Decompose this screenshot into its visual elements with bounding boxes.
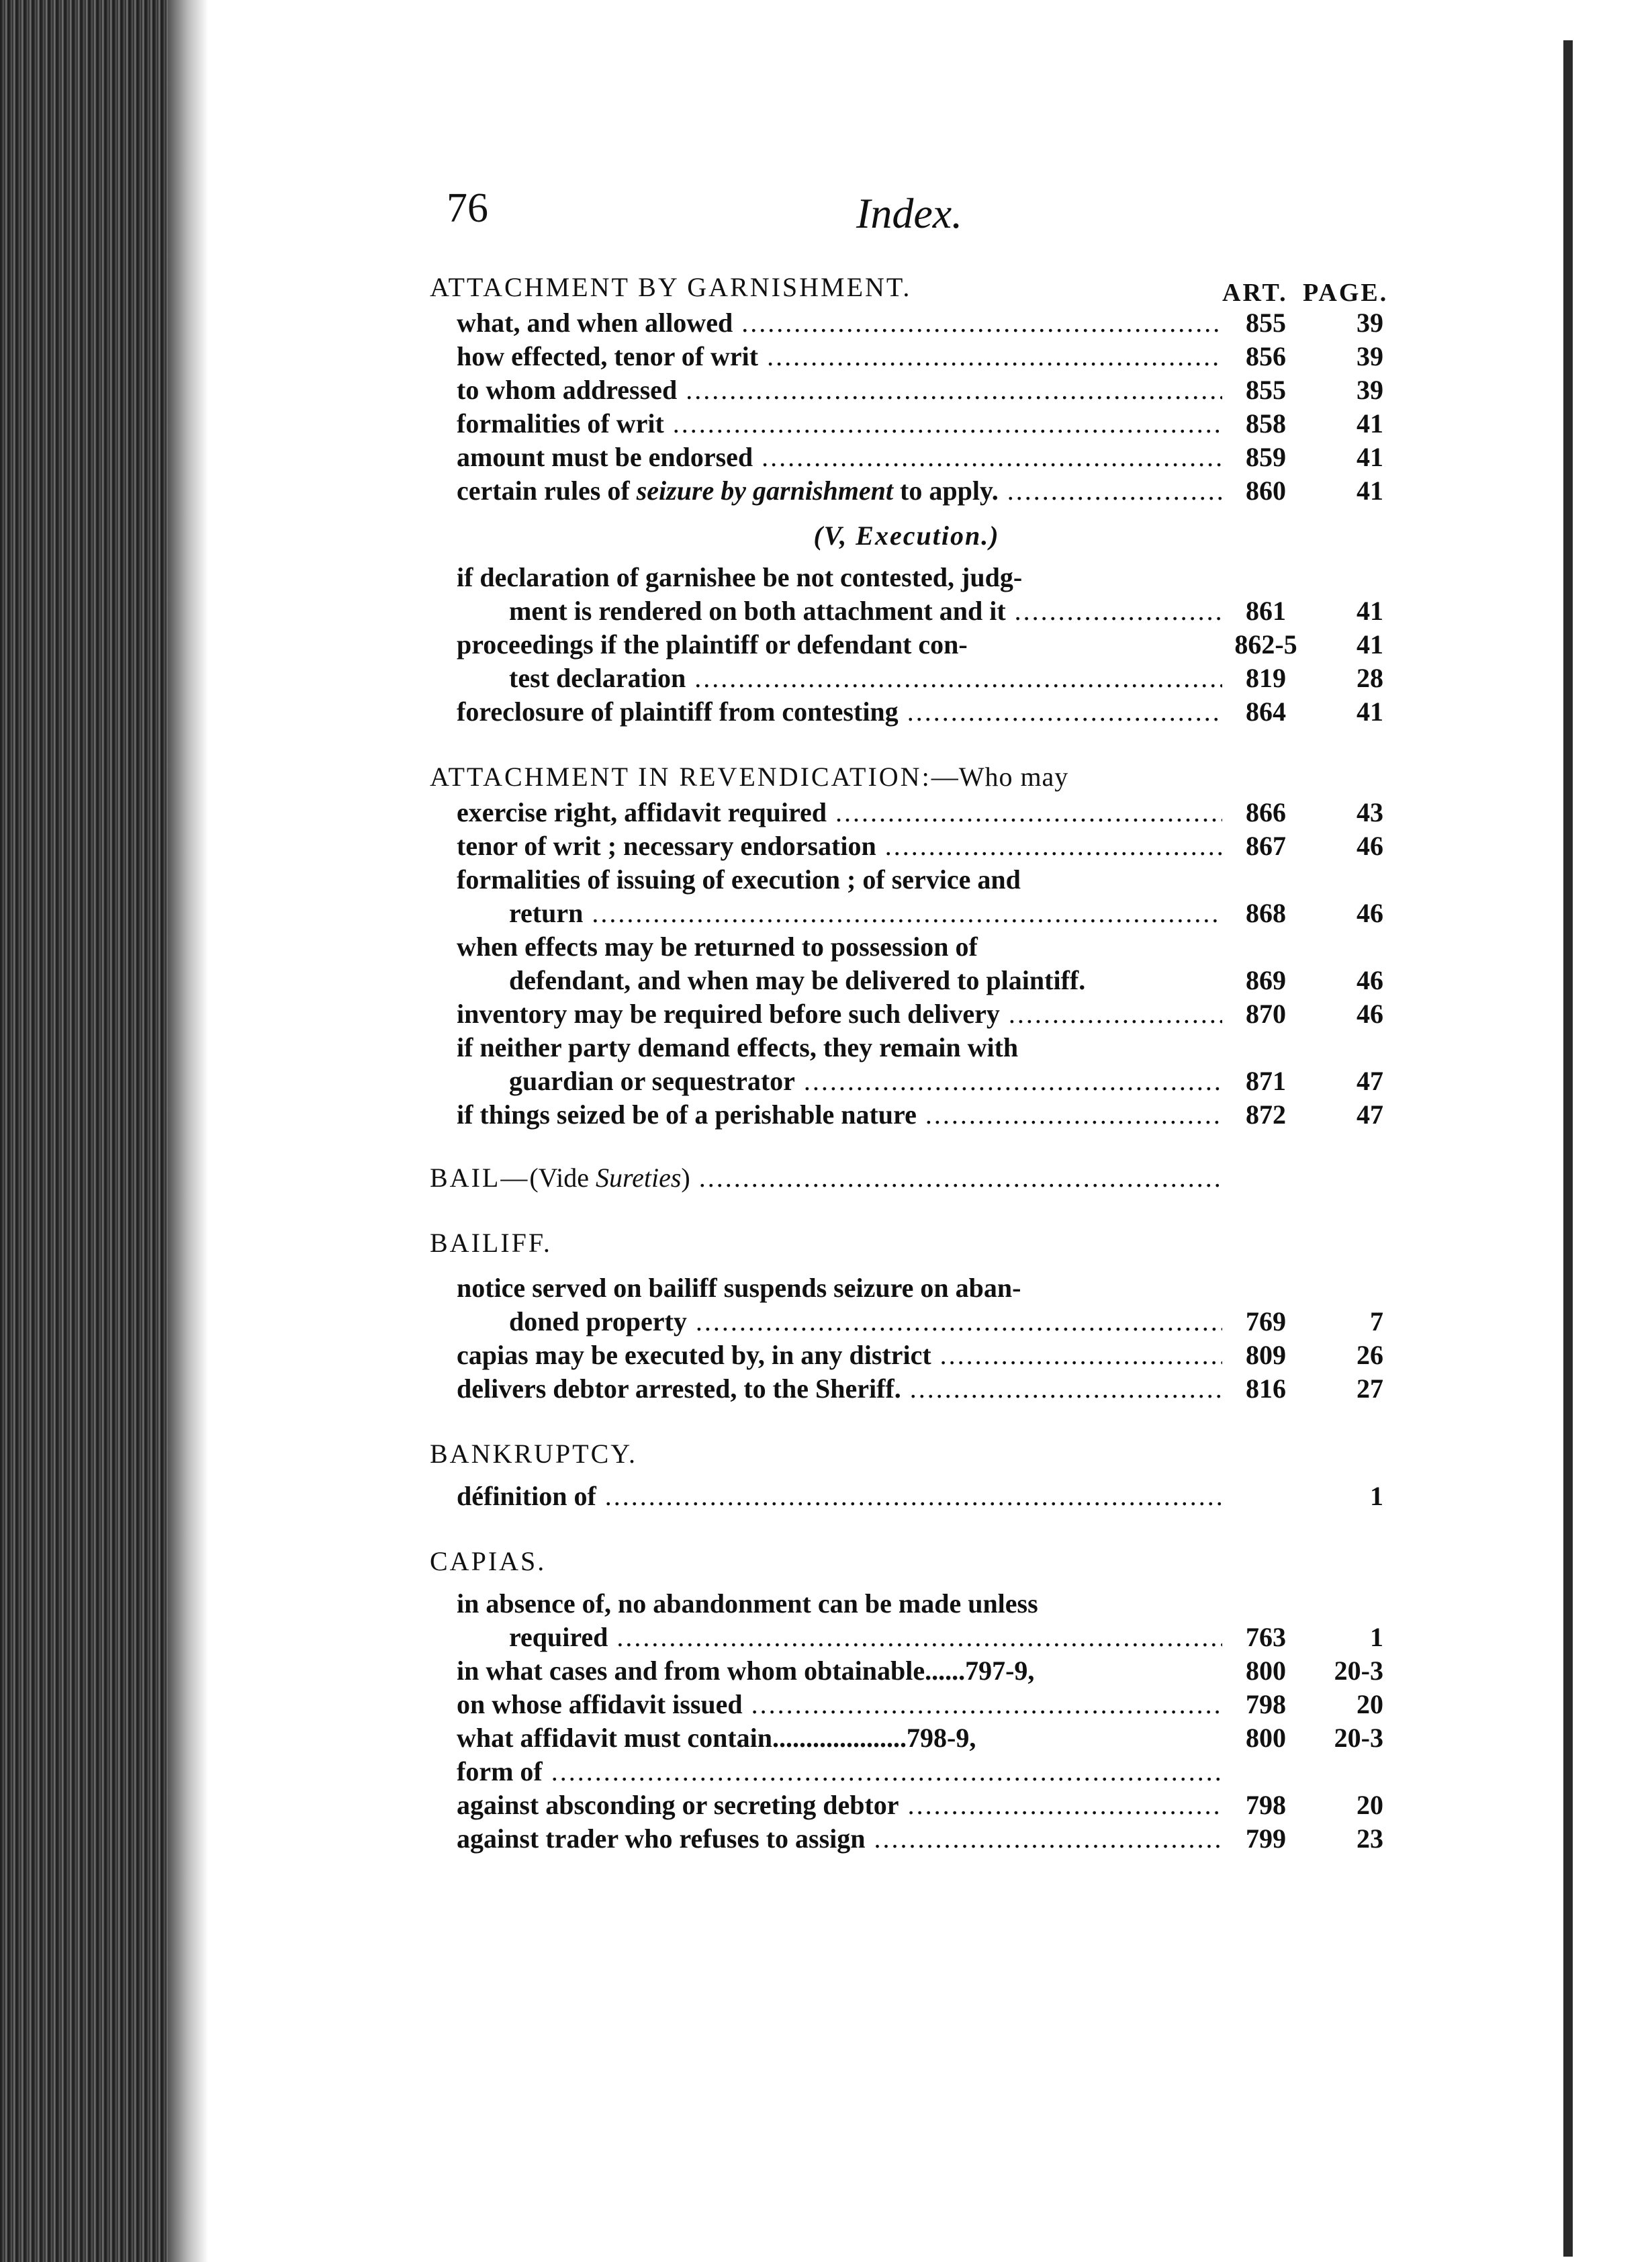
index-entry: how effected, tenor of writ ..... 856 39 [430,340,1383,373]
section-bailiff [430,1224,1383,1406]
index-entry: ment is rendered on both attachment and it ..... 861 41 [430,594,1383,628]
index-entry: définition of ..... 1 [430,1480,1383,1513]
cross-reference-note: (V, Execution.) [813,521,1000,551]
index-entry: guardian or sequestrator ..... 871 47 [430,1065,1383,1098]
index-entry: test declaration ..... 819 28 [430,662,1383,695]
section-heading: ATTACHMENT IN REVENDICATION:—Who may [430,762,1069,792]
index-entry: required ..... 763 1 [430,1621,1383,1654]
next-page-edge [1563,40,1652,2257]
section-bankruptcy [430,1435,1383,1513]
column-headers [1222,274,1389,312]
index-entry-line1: in absence of, no abandonment can be made unless [457,1588,1038,1619]
section-heading: BAILIFF. [430,1228,552,1258]
section-heading: ATTACHMENT BY GARNISHMENT. ART. PAGE. [430,269,1383,306]
book-binding-edge [0,0,195,2262]
index-entry: tenor of writ ; necessary endorsation ..... 867 46 [430,829,1383,863]
index-entry: inventory may be required before such delivery ..... 870 46 [430,997,1383,1031]
art-column-header: ART. [1222,279,1288,307]
index-entry: to whom addressed ..... 855 39 [430,373,1383,407]
index-entry: defendant, and when may be delivered to plaintiff. 869 46 [509,965,1383,995]
index-entry: in what cases and from whom obtainable......797-9, 800 20-3 [457,1656,1383,1686]
index-entry-line1: notice served on bailiff suspends seizure on aban- [457,1273,1021,1303]
index-entry-line1: when effects may be returned to possession of [457,932,978,962]
index-entry: proceedings if the plaintiff or defendant con- 862-5 41 [457,629,1383,660]
index-entry: form of ..... [430,1755,1383,1789]
section-revendication [430,758,1383,1132]
index-entry-line1: if declaration of garnishee be not contested, judg- [457,562,1023,592]
index-entry: foreclosure of plaintiff from contesting ..... 864 41 [430,695,1383,729]
index-entry-line1: if neither party demand effects, they remain with [457,1032,1019,1062]
index-entry: delivers debtor arrested, to the Sheriff. ..... 816 27 [430,1372,1383,1406]
index-content [430,269,1389,1885]
index-entry: capias may be executed by, in any district ..... 809 26 [430,1339,1383,1372]
index-entry: amount must be endorsed ..... 859 41 [430,441,1383,474]
index-entry: BAIL—(Vide Sureties) ..... [430,1161,1383,1195]
index-entry: if things seized be of a perishable nature ..... 872 47 [430,1098,1383,1132]
index-entry: what affidavit must contain....................798-9, 800 20-3 [457,1723,1383,1753]
index-entry: doned property ..... 769 7 [430,1305,1383,1339]
page-column-header: PAGE. [1303,279,1389,307]
page-header [447,185,1370,245]
section-capias [430,1543,1383,1856]
binding-shadow [168,0,208,2262]
index-entry: exercise right, affidavit required ..... 866 43 [430,796,1383,829]
index-entry: against absconding or secreting debtor ..... 798 20 [430,1789,1383,1822]
index-entry: certain rules of seizure by garnishment to apply. ..... 860 41 [430,474,1383,508]
section-heading: CAPIAS. [430,1546,547,1576]
index-entry: formalities of writ ..... 858 41 [430,407,1383,441]
section-garnishment [430,269,1389,729]
section-bail [430,1161,1383,1195]
running-title: Index. [856,189,963,237]
section-heading: BANKRUPTCY. [430,1439,637,1469]
index-entry: on whose affidavit issued ..... 798 20 [430,1688,1383,1721]
index-entry-line1: formalities of issuing of execution ; of service and [457,864,1021,895]
index-entry: what, and when allowed ..... 855 39 [430,306,1383,340]
index-entry: against trader who refuses to assign ..... 799 23 [430,1822,1383,1856]
index-entry: return ..... 868 46 [430,897,1383,930]
page-number: 76 [447,185,488,231]
